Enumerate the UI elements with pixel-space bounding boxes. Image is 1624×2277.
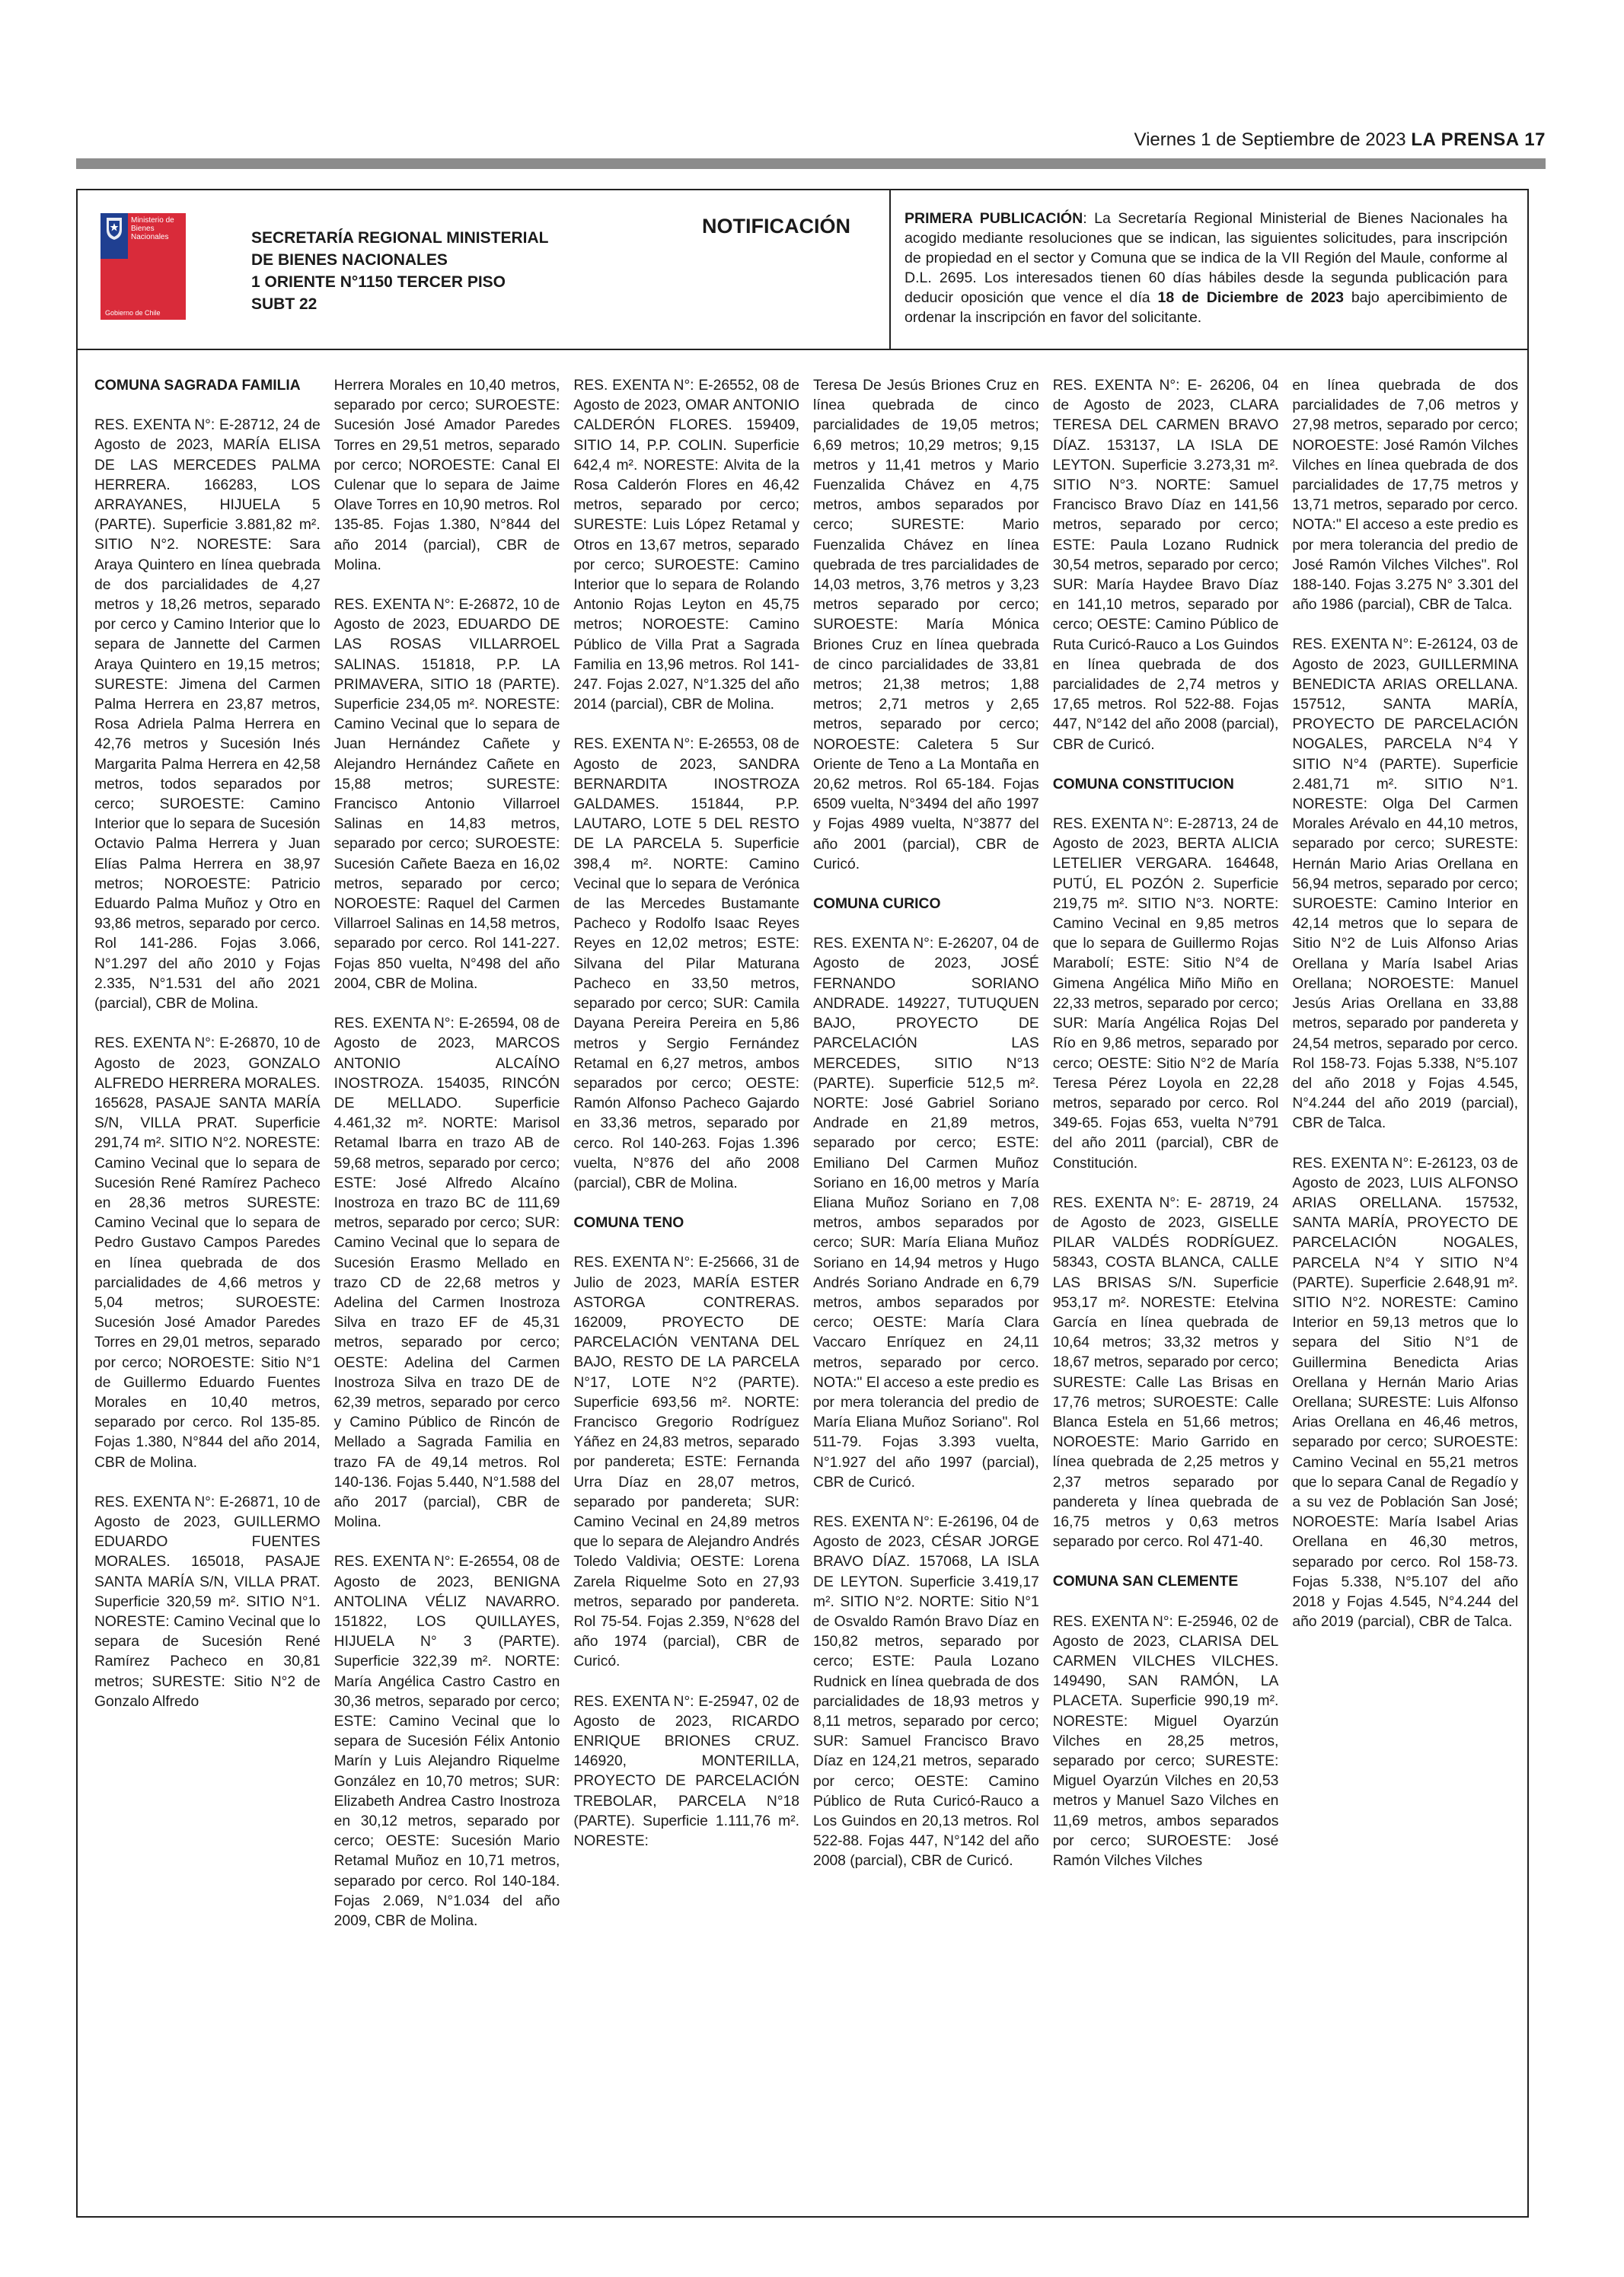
resolution-entry: RES. EXENTA N°: E-26871, 10 de Agosto de 2023, GUILLERMO EDUARDO FUENTES MORALES. 165018, PASAJE SANTA MARÍA S/N, VILLA PRAT. Superficie 320,59 m². SITIO N°1. NORESTE: Camino Vecinal que lo separa de Sucesión René Ramírez Pacheco en 30,81 metros; SURESTE: Sitio N°2 de Gonzalo Alfredo — [94, 1494, 321, 1710]
resolution-entry: Teresa De Jesús Briones Cruz en línea quebrada de cinco parcialidades de 19,05 metros; 6,69 metros; 10,29 metros; 9,15 metros y 11,41 metros y Mario Fuenzalida Chávez en 4,75 metros, ambos separados por cerco; SURESTE: Mario Fuenzalida Chávez en línea quebrada de tres parcialidades de 14,03 metros, 3,76 metros y 3,23 metros separado por cerco; SUROESTE: María Mónica Briones Cruz en línea quebrada de cinco parcialidades de 33,81 metros; 21,38 metros; 1,88 metros; 2,71 metros y 2,65 metros, separado por cerco; NOROESTE: Caletera 5 Sur Oriente de Teno a La Montaña en 20,62 metros. Rol 65-184. Fojas 6509 vuelta, N°3494 del año 1997 y Fojas 4989 vuelta, N°3877 del año 2001 (parcial), CBR de Curicó. — [813, 378, 1039, 872]
column-6 — [1292, 376, 1518, 1951]
notice-frame — [76, 189, 1529, 2218]
office-line: SUBT 22 — [251, 295, 317, 313]
office-line: DE BIENES NACIONALES — [251, 251, 448, 269]
resolution-entry: RES. EXENTA N°: E-26124, 03 de Agosto de 2023, GUILLERMINA BENEDICTA ARIAS ORELLANA. 157512, SANTA MARÍA, PROYECTO DE PARCELACIÓN NOGALES, PARCELA N°4 Y SITIO N°4 (PARTE). Superficie 2.481,71 m². SITIO N°1. NORESTE: Olga Del Carmen Morales Arévalo en 44,10 metros, separado por cerco; SURESTE: Hernán Mario Arias Orellana en 56,94 metros, separado por cerco; SUROESTE: Camino Interior en 42,14 metros que lo separa de Sitio N°2 de Luis Alfonso Arias Orellana y María Isabel Arias Orellana; NOROESTE: Manuel Jesús Arias Orellana en 33,88 metros, separado por pandereta y 24,54 metros, separado por cerco. Rol 158-73. Fojas 5.338, N°5.107 del año 2018 y Fojas 4.545, N°4.244 del año 2019 (parcial), CBR de Talca. — [1292, 636, 1519, 1132]
resolution-entry: RES. EXENTA N°: E- 28719, 24 de Agosto de 2023, GISELLE PILAR VALDÉS RODRÍGUEZ. 58343, COSTA BLANCA, CALLE LAS BRISAS S/N. Superficie 953,17 m². NORESTE: Etelvina García en línea quebrada de 10,64 metros; 33,32 metros y 18,67 metros, separado por cerco; SURESTE: Calle Las Brisas en 17,76 metros; SUROESTE: Calle Blanca Estela en 51,66 metros; NOROESTE: Mario Garrido en línea quebrada de 2,25 metros y 2,37 metros separado por pandereta y línea quebrada de 16,75 metros y 0,63 metros separado por cerco. Rol 471-40. — [1052, 1194, 1279, 1551]
resolution-entry: RES. EXENTA N°: E-25666, 31 de Julio de 2023, MARÍA ESTER ASTORGA CONTRERAS. 162009, PROYECTO DE PARCELACIÓN VENTANA DEL BAJO, RESTO DE LA PARCELA N°17, LOTE N°2 (PARTE). Superficie 693,56 m². NORTE: Francisco Gregorio Rodríguez Yáñez en 24,83 metros, separado por pandereta; ESTE: Fernanda Urra Díaz en 28,07 metros, separado por pandereta; SUR: Camino Vecinal en 24,89 metros que lo separa de Alejandro Andrés Toledo Valdivia; OESTE: Lorena Zarela Riquelme Soto en 27,93 metros, separado por pandereta. Rol 75-54. Fojas 2.359, N°628 del año 1974 (parcial), CBR de Curicó. — [573, 1255, 800, 1670]
resolution-entry: RES. EXENTA N°: E-26207, 04 de Agosto de 2023, JOSÉ FERNANDO SORIANO ANDRADE. 149227, TUTUQUEN BAJO, PROYECTO DE PARCELACIÓN LAS MERCEDES, SITIO N°13 (PARTE). Superficie 512,5 m². NORTE: José Gabriel Soriano Andrade en 21,89 metros, separado por cerco; ESTE: Emiliano Del Carmen Muñoz Soriano en 16,00 metros y María Eliana Muñoz Soriano en 7,08 metros, ambos separados por cerco; SUR: María Eliana Muñoz Soriano en 14,94 metros y Hugo Andrés Soriano Andrade en 6,79 metros, ambos separados por cerco; OESTE: María Clara Vaccaro Enríquez en 24,11 metros, separado por cerco. NOTA:" El acceso a este predio es por mera tolerancia del predio de María Eliana Muñoz Soriano". Rol 511-79. Fojas 3.393 vuelta, N°1.927 del año 1997 (parcial), CBR de Curicó. — [813, 936, 1039, 1491]
column-5 — [1053, 376, 1279, 1951]
resolution-entry: RES. EXENTA N°: E-25946, 02 de Agosto de 2023, CLARISA DEL CARMEN VILCHES VILCHES. 149490, SAN RAMÓN, LA PLACETA. Superficie 990,19 m². NORESTE: Miguel Oyarzún Vilches en 28,25 metros, separado por cerco; SURESTE: Miguel Oyarzún Vilches en 20,53 metros y Manuel Sazo Vilches en 11,69 metros, ambos separados por cerco; SUROESTE: José Ramón Vilches Vilches — [1052, 1613, 1279, 1870]
issue-date: Viernes 1 de Septiembre de 2023 — [1134, 129, 1406, 150]
resolution-entry: RES. EXENTA N°: E-26594, 08 de Agosto de 2023, MARCOS ANTONIO ALCAÍNO INOSTROZA. 154035, RINCÓN DE MELLADO. Superficie 4.461,32 m². NORTE: Marisol Retamal Ibarra en trazo AB de 59,68 metros, separado por cerco; ESTE: José Alfredo Alcaíno Inostroza en trazo BC de 111,69 metros, separado por cerco; SUR: Camino Vecinal que lo separa de Sucesión Erasmo Mellado en trazo CD de 22,68 metros y Adelina del Carmen Inostroza Silva en trazo EF de 45,31 metros, separado por cerco; OESTE: Adelina del Carmen Inostroza Silva en trazo DE de 62,39 metros, separado por cerco y Camino Público de Rincón de Mellado a Sagrada Familia en trazo FA de 49,14 metros. Rol 140-136. Fojas 5.440, N°1.588 del año 2017 (parcial), CBR de Molina. — [333, 1016, 560, 1531]
page-header — [0, 129, 1546, 151]
coat-of-arms-icon — [104, 216, 125, 241]
newspaper-name: LA PRENSA — [1411, 129, 1520, 150]
resolution-entry: RES. EXENTA N°: E-26872, 10 de Agosto de 2023, EDUARDO DE LAS ROSAS VILLARROEL SALINAS. 151818, P.P. LA PRIMAVERA, SITIO 18 (PARTE). Superficie 234,05 m². NORESTE: Camino Vecinal que lo separa de Juan Hernández Cañete y Alejandro Hernández Cañete en 15,88 metros; SURESTE: Francisco Antonio Villarroel Salinas en 14,83 metros, separado por cerco; SUROESTE: Sucesión Cañete Baeza en 16,02 metros, separado por cerco; NOROESTE: Raquel del Carmen Villarroel Salinas en 14,58 metros, separado por cerco. Rol 141-227. Fojas 850 vuelta, N°498 del año 2004, CBR de Molina. — [333, 597, 560, 992]
ministry-logo — [101, 213, 186, 320]
resolution-entry: RES. EXENTA N°: E-26553, 08 de Agosto de 2023, SANDRA BERNARDITA INOSTROZA GALDAMES. 151844, P.P. LAUTARO, LOTE 5 DEL RESTO DE LA PARCELA 5. Superficie 398,4 m². NORTE: Camino Vecinal que lo separa de Verónica de las Mercedes Bustamante Pacheco y Rodolfo Isaac Reyes Reyes en 12,02 metros; ESTE: Silvana del Pilar Maturana Pacheco en 33,50 metros, separado por cerco; SUR: Camila Dayana Pereira Pereira en 5,86 metros y Sergio Fernández Retamal en 6,27 metros, ambos separados por cerco; OESTE: Ramón Alfonso Pacheco Gajardo en 33,36 metros, separado por cerco. Rol 140-263. Fojas 1.396 vuelta, N°876 del año 2008 (parcial), CBR de Molina. — [573, 736, 800, 1191]
notice-title: NOTIFICACIÓN — [702, 215, 850, 238]
publication-lead: PRIMERA PUBLICACIÓN — [905, 210, 1083, 227]
resolution-entry: Herrera Morales en 10,40 metros, separado por cerco; SUROESTE: Sucesión José Amador Paredes Torres en 29,51 metros, separado por cerco; NOROESTE: Canal El Culenar que lo separa de Jaime Olave Torres en 10,90 metros. Rol 135-85. Fojas 1.380, N°844 del año 2014 (parcial), CBR de Molina. — [333, 378, 560, 573]
resolution-entry: en línea quebrada de dos parcialidades de 7,06 metros y 27,98 metros, separado por cerco; NOROESTE: José Ramón Vilches Vilches en línea quebrada de dos parcialidades de 17,75 metros y 13,71 metros, separado por cerco. NOTA:" El acceso a este predio es por mera tolerancia del predio de José Ramón Vilches Vilches". Rol 188-140. Fojas 3.275 N° 3.301 del año 1986 (parcial), CBR de Talca. — [1292, 378, 1519, 614]
resolution-entry: RES. EXENTA N°: E-25947, 02 de Agosto de 2023, RICARDO ENRIQUE BRIONES CRUZ. 146920, MONTERILLA, PROYECTO DE PARCELACIÓN TREBOLAR, PARCELA N°18 (PARTE). Superficie 1.111,76 m². NORESTE: — [573, 1693, 800, 1850]
column-1 — [94, 376, 321, 1951]
resolution-entry: RES. EXENTA N°: E-26123, 03 de Agosto de 2023, LUIS ALFONSO ARIAS ORELLANA. 157532, SANTA MARÍA, PROYECTO DE PARCELACIÓN NOGALES, PARCELA N°4 Y SITIO N°4 (PARTE). Superficie 2.648,91 m². SITIO N°2. NORESTE: Camino Interior en 59,13 metros que lo separa del Sitio N°1 de Guillermina Benedicta Arias Orellana y Hernán Mario Arias Orellana; SURESTE: Luis Alfonso Arias Orellana en 46,46 metros, separado por cerco; SUROESTE: Camino Vecinal en 55,21 metros que lo separa Canal de Regadío y a su vez de Población San José; NOROESTE: María Isabel Arias Orellana en 46,30 metros, separado por cerco. Rol 158-73. Fojas 5.338, N°5.107 del año 2018 y Fojas 4.545, N°4.244 del año 2019 (parcial), CBR de Talca. — [1292, 1155, 1519, 1631]
resolution-entry: RES. EXENTA N°: E- 26206, 04 de Agosto de 2023, CLARA TERESA DEL CARMEN BRAVO DÍAZ. 153137, LA ISLA DE LEYTON. Superficie 3.273,31 m². SITIO N°3. NORTE: Samuel Francisco Bravo Díaz en 141,56 metros, separado por cerco; ESTE: Paula Lozano Rudnick 30,54 metros, separado por cerco; SUR: María Haydee Bravo Díaz en 141,10 metros, separado por cerco; OESTE: Camino Público de Ruta Curicó-Rauco a Los Guindos en línea quebrada de dos parcialidades de 2,74 metros y 17,65 metros. Rol 522-88. Fojas 447, N°142 del año 2008 (parcial), CBR de Curicó. — [1052, 378, 1279, 753]
publication-intro — [905, 209, 1508, 327]
header-rule — [76, 158, 1546, 169]
column-4 — [813, 376, 1039, 1951]
logo-footer: Gobierno de Chile — [105, 309, 161, 317]
resolution-entry: RES. EXENTA N°: E-26552, 08 de Agosto de 2023, OMAR ANTONIO CALDERÓN FLORES. 159409, SITIO 14, P.P. COLIN. Superficie 642,4 m². NORESTE: Alvita de la Rosa Calderón Flores en 46,42 metros, separado por cerco; SURESTE: Luis López Retamal y Otros en 13,67 metros, separado por cerco; SUROESTE: Camino Interior que lo separa de Rolando Antonio Rojas Leyton en 45,75 metros; NOROESTE: Camino Público de Villa Prat a Sagrada Familia en 13,96 metros. Rol 141-247. Fojas 2.027, N°1.325 del año 2014 (parcial), CBR de Molina. — [573, 378, 800, 713]
notice-banner — [78, 190, 1527, 350]
resolution-entry: RES. EXENTA N°: E-26196, 04 de Agosto de 2023, CÉSAR JORGE BRAVO DÍAZ. 157068, LA ISLA DE LEYTON. Superficie 3.419,17 m². SITIO N°2. NORTE: Sitio N°1 de Osvaldo Ramón Bravo Díaz en 150,82 metros, separado por cerco; ESTE: Paula Lozano Rudnick en línea quebrada de dos parcialidades de 18,93 metros y 8,11 metros, separado por cerco; SUR: Samuel Francisco Bravo Díaz en 124,21 metros, separado por cerco; OESTE: Camino Público de Ruta Curicó-Rauco a Los Guindos en 20,13 metros. Rol 522-88. Fojas 447, N°142 del año 2008 (parcial), CBR de Curicó. — [813, 1513, 1039, 1870]
office-address — [251, 227, 548, 315]
column-3 — [573, 376, 799, 1951]
office-line: 1 ORIENTE N°1150 TERCER PISO — [251, 273, 506, 291]
publication-text: : La Secretaría Regional Ministerial de Bienes Nacionales ha acogido mediante resoluciones que se indican, las siguientes solicitudes, para inscripción de propiedad en el sector y Comuna que se indica de la VII Región del Maule, conforme al D.L. 2695. Los interesados tienen 60 días hábiles desde la segunda publicación para deducir oposición que vence el día — [905, 210, 1508, 306]
notice-columns — [94, 376, 1518, 1951]
comuna-heading: COMUNA TENO — [573, 1215, 684, 1232]
page-number: 17 — [1524, 129, 1546, 150]
office-line: SECRETARÍA REGIONAL MINISTERIAL — [251, 229, 549, 247]
comuna-heading: COMUNA CONSTITUCION — [1052, 776, 1234, 792]
comuna-heading: COMUNA SAN CLEMENTE — [1052, 1574, 1239, 1590]
publication-deadline: 18 de Diciembre de 2023 — [1157, 289, 1344, 306]
comuna-heading: COMUNA SAGRADA FAMILIA — [94, 378, 301, 394]
banner-divider — [889, 190, 891, 349]
column-2 — [334, 376, 560, 1951]
logo-text: Ministerio de Bienes Nacionales — [128, 213, 186, 259]
publication-tail: bajo apercibimiento de ordenar la inscripción en favor del solicitante. — [905, 289, 1508, 326]
resolution-entry: RES. EXENTA N°: E-28713, 24 de Agosto de 2023, BERTA ALICIA LETELIER VERGARA. 164648, PUTÚ, EL POZÓN 2. Superficie 219,75 m². SITIO N°3. NORTE: Camino Vecinal en 9,85 metros que lo separa de Guillermo Rojas Marabolí; ESTE: Sitio N°4 de Gimena Angélica Miño Miño en 22,33 metros, separado por cerco; SUR: María Angélica Rojas Del Río en 9,86 metros, separado por cerco; OESTE: Sitio N°2 de María Teresa Pérez Loyola en 22,28 metros, separado por cerco. Rol 349-65. Fojas 653, vuelta N°791 del año 2011 (parcial), CBR de Constitución. — [1052, 816, 1279, 1172]
resolution-entry: RES. EXENTA N°: E-26870, 10 de Agosto de 2023, GONZALO ALFREDO HERRERA MORALES. 165628, PASAJE SANTA MARÍA S/N, VILLA PRAT. Superficie 291,74 m². SITIO N°2. NORESTE: Camino Vecinal que lo separa de Sucesión René Ramírez Pacheco en 28,36 metros SURESTE: Camino Vecinal que lo separa de Pedro Gustavo Campos Paredes en línea quebrada de dos parcialidades de 4,66 metros y 5,04 metros; SUROESTE: Sucesión José Amador Paredes Torres en 29,01 metros, separado por cerco; NOROESTE: Sitio N°1 de Guillermo Eduardo Fuentes Morales en 10,40 metros, separado por cerco. Rol 135-85. Fojas 1.380, N°844 del año 2014, CBR de Molina. — [94, 1035, 321, 1471]
resolution-entry: RES. EXENTA N°: E-28712, 24 de Agosto de 2023, MARÍA ELISA DE LAS MERCEDES PALMA HERRERA. 166283, LOS ARRAYANES, HIJUELA 5 (PARTE). Superficie 3.881,82 m². SITIO N°2. NORESTE: Sara Araya Quintero en línea quebrada de dos parcialidades de 4,27 metros y 18,26 metros, separado por cerco y Camino Interior que lo separa de Jannette del Carmen Araya Quintero en 19,15 metros; SURESTE: Jimena del Carmen Palma Herrera en 23,87 metros, Rosa Adriela Palma Herrera en 42,76 metros y Sucesión Inés Margarita Palma Herrera en 42,58 metros, todos separados por cerco; SUROESTE: Camino Interior que lo separa de Sucesión Octavio Palma Herrera y Juan Elías Palma Herrera en 38,97 metros; NOROESTE: Patricio Eduardo Palma Muñoz y Otro en 93,86 metros, separado por cerco. Rol 141-286. Fojas 3.066, N°1.297 del año 2010 y Fojas 2.335, N°1.531 del año 2021 (parcial), CBR de Molina. — [94, 417, 321, 1013]
comuna-heading: COMUNA CURICO — [813, 896, 941, 913]
resolution-entry: RES. EXENTA N°: E-26554, 08 de Agosto de 2023, BENIGNA ANTOLINA VÉLIZ NAVARRO. 151822, LOS QUILLAYES, HIJUELA N° 3 (PARTE). Superficie 322,39 m². NORTE: María Angélica Castro Castro en 30,36 metros, separado por cerco; ESTE: Camino Vecinal que lo separa de Sucesión Félix Antonio Marín y Luis Alejandro Riquelme González en 10,70 metros; SUR: Elizabeth Andrea Castro Inostroza en 30,12 metros, separado por cerco; OESTE: Sucesión Mario Retamal Muñoz en 10,71 metros, separado por cerco. Rol 140-184. Fojas 2.069, N°1.034 del año 2009, CBR de Molina. — [333, 1554, 560, 1930]
